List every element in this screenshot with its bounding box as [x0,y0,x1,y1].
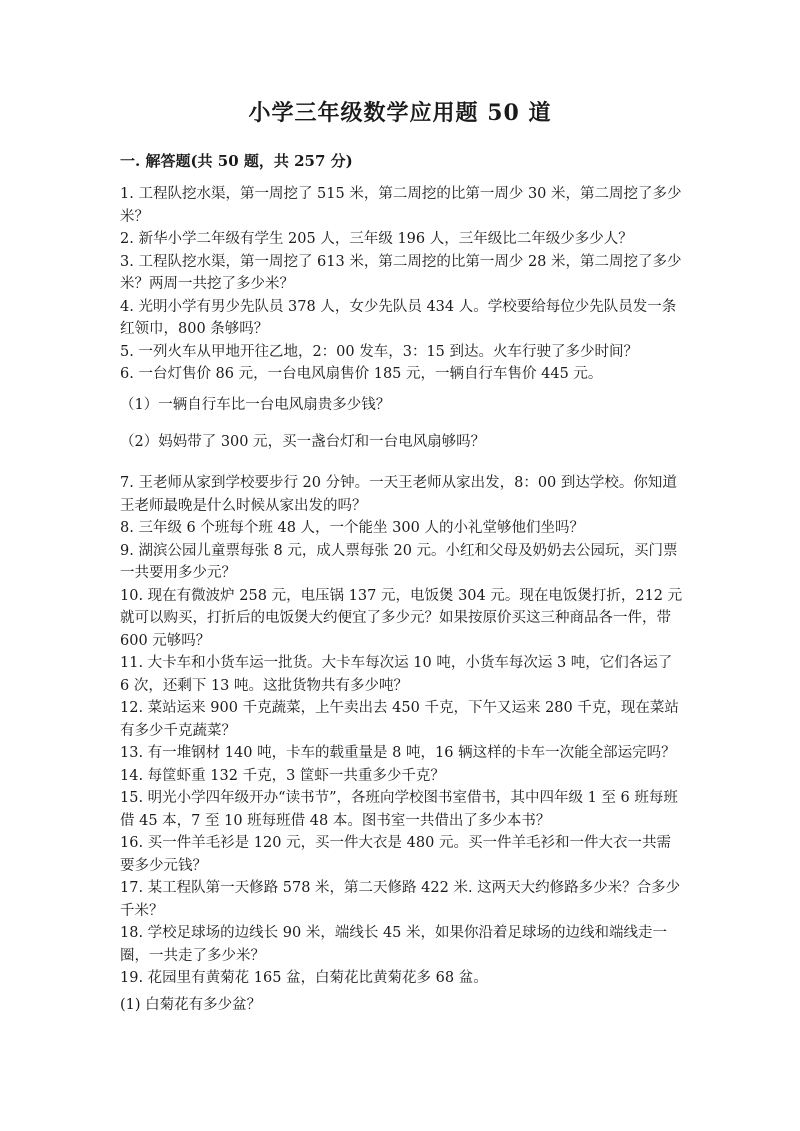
question-list-part-1 [120,183,685,386]
question-item: 10. 现在有微波炉 258 元，电压锅 137 元，电饭煲 304 元。现在电饭煲打折，212 元就可以购买，打折后的电饭煲大约便宜了多少元？如果按原价买这三种商品各一件，带 600 元够吗？ [120,587,683,649]
question-item: 8. 三年级 6 个班每个班 48 人，一个能坐 300 人的小礼堂够他们坐吗？ [120,520,584,536]
question-item: 2. 新华小学二年级有学生 205 人，三年级 196 人，三年级比二年级少多少人？ [120,231,633,247]
question-item: 14. 每筐虾重 132 千克，3 筐虾一共重多少千克？ [120,767,445,784]
question-item: 19. 花园里有黄菊花 165 盆，白菊花比黄菊花多 68 盆。 [120,970,488,986]
question-item: 9. 湖滨公园儿童票每张 8 元，成人票每张 20 元。小红和父母及奶奶去公园玩，买门票一共要用多少元？ [120,542,678,581]
question-item: 1. 工程队挖水渠，第一周挖了 515 米，第二周挖的比第一周少 30 米，第二周挖了多少米？ [120,186,682,225]
section-heading: 一. 解答题(共 50 题，共 257 分) [120,152,353,170]
question-list-part-2 [120,472,685,990]
page-title: 小学三年级数学应用题 50 道 [248,100,552,126]
question-item: 4. 光明小学有男少先队员 378 人，女少先队员 434 人。学校要给每位少先队员发一条红领巾，800 条够吗？ [120,298,677,337]
question-item: 5. 一列火车从甲地开往乙地，2：00 发车，3：15 到达。火车行驶了多少时间？ [120,343,639,360]
question-item: 7. 王老师从家到学校要步行 20 分钟。一天王老师从家出发，8：00 到达学校。你知道王老师最晚是什么时候从家出发的吗？ [120,475,677,514]
question-item: 16. 买一件羊毛衫是 120 元，买一件大衣是 480 元。买一件羊毛衫和一件大衣一共需要多少元钱？ [120,835,671,874]
question-item: 18. 学校足球场的边线长 90 米，端线长 45 米，如果你沿着足球场的边线和端线走一圈，一共走了多少米？ [120,925,668,964]
sub-question: （2）妈妈带了 300 元，买一盏台灯和一台电风扇够吗？ [120,434,486,450]
sub-question: (1) 白菊花有多少盆？ [120,997,262,1013]
question-item: 12. 菜站运来 900 千克蔬菜，上午卖出去 450 千克，下午又运来 280 千克，现在菜站有多少千克蔬菜？ [120,700,679,739]
question-item: 6. 一台灯售价 86 元，一台电风扇售价 185 元，一辆自行车售价 445 元。 [120,366,603,382]
question-item: 11. 大卡车和小货车运一批货。大卡车每次运 10 吨，小货车每次运 3 吨，它们各运了 6 次，还剩下 13 吨。这批货物共有多少吨？ [120,655,673,694]
question-item: 15. 明光小学四年级开办“读书节”，各班向学校图书室借书，其中四年级 1 至 6 班每班借 45 本，7 至 10 班每班借 48 本。图书室一共借出了多少本书？ [120,790,678,829]
sub-question: （1）一辆自行车比一台电风扇贵多少钱？ [120,397,391,413]
question-item: 3. 工程队挖水渠，第一周挖了 613 米，第二周挖的比第一周少 28 米，第二周挖了多少米？两周一共挖了多少米？ [120,253,682,292]
question-item: 17. 某工程队第一天修路 578 米，第二天修路 422 米. 这两天大约修路多少米？合多少千米？ [120,880,681,919]
question-item: 13. 有一堆钢材 140 吨，卡车的载重量是 8 吨，16 辆这样的卡车一次能全部运完吗？ [120,745,676,761]
